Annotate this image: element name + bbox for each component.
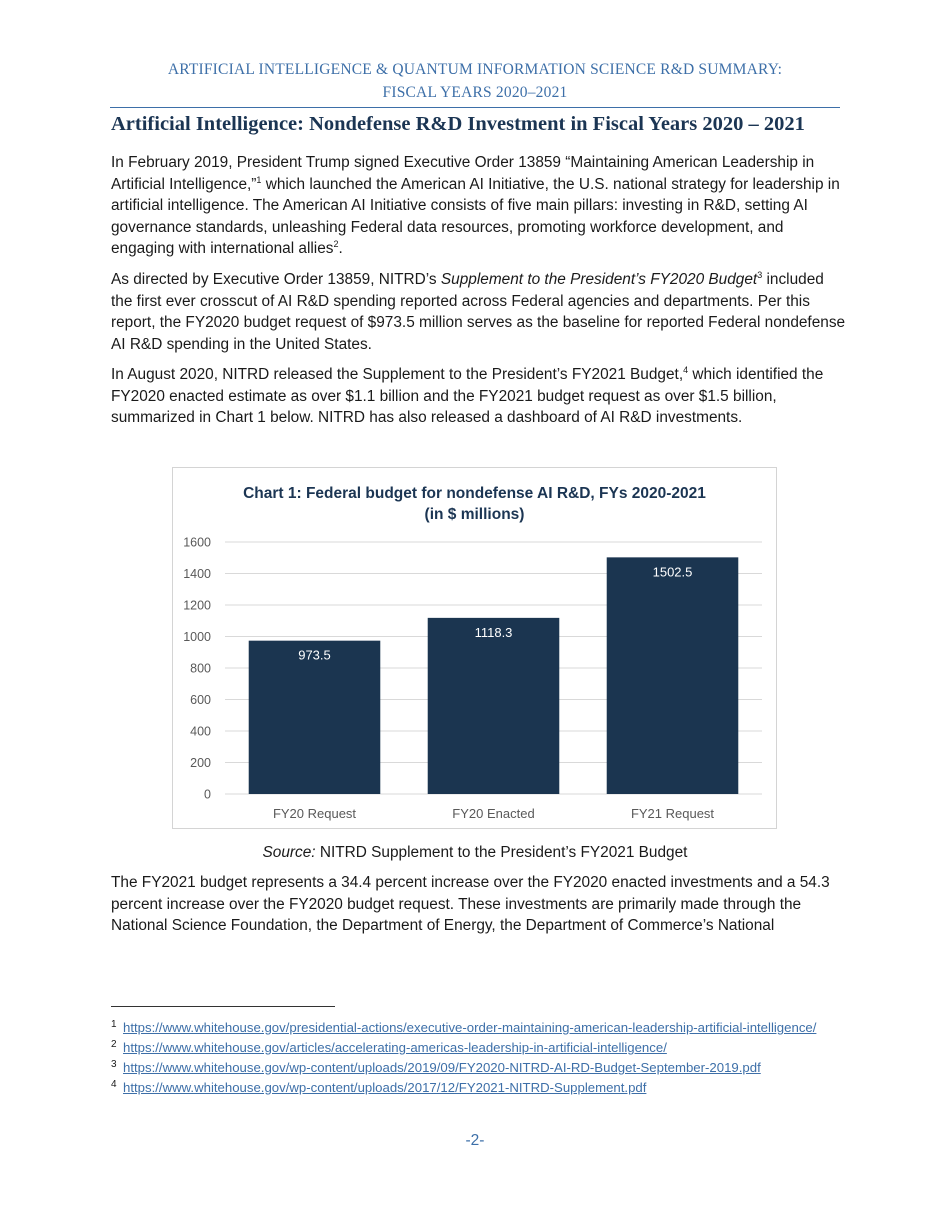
footnote-number: 4: [111, 1079, 117, 1090]
x-category-label: FY21 Request: [630, 806, 715, 821]
chart-source: [0, 842, 950, 863]
page-number: -2-: [465, 1132, 485, 1149]
crosscut-paragraph: [111, 269, 846, 355]
y-tick-label: 800: [190, 661, 211, 676]
intro-paragraph: [111, 152, 846, 260]
running-header-line2: FISCAL YEARS 2020–2021: [382, 84, 568, 101]
source-label: Source:: [262, 844, 316, 861]
supplement-paragraph: [111, 364, 846, 429]
para2-italic-title: Supplement to the President’s FY2020 Budget: [440, 271, 758, 288]
footnote-3: [111, 1058, 841, 1078]
para1-text-b: which launched the American AI Initiative, the U.S. national strategy for leadership in artificial intelligence. The American AI Initiative consists of five main pillars: investing in R&D, setting AI governance standards, unleashing Federal data resources, promoting workforce development, and engaging with international allies: [111, 175, 840, 258]
footnote-link[interactable]: https://www.whitehouse.gov/articles/accelerating-americas-leadership-in-artificial-intelligence/: [123, 1040, 667, 1055]
source-text: NITRD Supplement to the President’s FY2021 Budget: [315, 844, 688, 861]
chart-title-line1: Chart 1: Federal budget for nondefense AI R&D, FYs 2020-2021: [243, 485, 706, 502]
running-header-line1: ARTIFICIAL INTELLIGENCE & QUANTUM INFORMATION SCIENCE R&D SUMMARY:: [167, 61, 783, 78]
section-title: Artificial Intelligence: Nondefense R&D Investment in Fiscal Years 2020 – 2021: [111, 113, 805, 135]
y-tick-label: 200: [190, 756, 211, 770]
y-tick-label: 400: [190, 724, 211, 739]
footnote-4: [111, 1078, 841, 1098]
bar-data-label: 1502.5: [652, 564, 693, 580]
increase-paragraph: The FY2021 budget represents a 34.4 percent increase over the FY2020 enacted investments and a 54.3 percent increase over the FY2020 budget request. These investments are primarily made through the National Science Foundation, the Department of Energy, the Department of Commerce’s National: [111, 874, 830, 935]
bar-fy20-request: [249, 641, 381, 794]
footnote-number: 1: [111, 1019, 117, 1030]
y-tick-label: 1600: [183, 535, 211, 550]
chart-title-line2: (in $ millions): [424, 506, 525, 523]
para2-text-b: included the first ever crosscut of AI R&D spending reported across Federal agencies and departments. Per this report, the FY2020 budget request of $973.5 million serves as the baseline for reported Federal nondefense AI R&D spending in the United States.: [111, 271, 846, 353]
para2-text-a: As directed by Executive Order 13859, NITRD’s: [111, 271, 441, 288]
footnote-1: [111, 1018, 841, 1038]
y-tick-label: 1000: [183, 630, 211, 644]
footnote-2: [111, 1038, 841, 1058]
para1-text-a: In February 2019, President Trump signed Executive Order 13859 “Maintaining American Leadership in Artificial Intelligence,”: [111, 154, 815, 193]
running-header: [0, 58, 950, 104]
footnote-link[interactable]: https://www.whitehouse.gov/presidential-actions/executive-order-maintaining-american-leadership-artificial-intelligence/: [123, 1020, 817, 1035]
x-category-label: FY20 Enacted: [452, 806, 535, 821]
footnote-ref-2[interactable]: 2: [333, 239, 339, 250]
bar-fy21-request: [607, 557, 739, 794]
footnotes: [111, 1018, 841, 1098]
footnote-link[interactable]: https://www.whitehouse.gov/wp-content/uploads/2017/12/FY2021-NITRD-Supplement.pdf: [123, 1080, 647, 1095]
footnote-ref-4[interactable]: 4: [683, 364, 689, 375]
header-divider: [110, 107, 840, 108]
budget-chart: [172, 467, 777, 829]
para1-text-c: .: [338, 240, 343, 258]
footnote-ref-1[interactable]: 1: [256, 174, 262, 185]
footnote-number: 3: [111, 1059, 117, 1070]
y-tick-label: 1400: [183, 567, 211, 581]
footnote-divider: [111, 1006, 335, 1007]
y-tick-label: 1200: [183, 598, 211, 613]
para3-text-b: which identified the FY2020 enacted estimate as over $1.1 billion and the FY2021 budget request as over $1.5 billion, summarized in Chart 1 below. NITRD has also released a dashboard of AI R&D investments.: [111, 366, 824, 427]
bar-data-label: 1118.3: [474, 624, 513, 640]
para3-text-a: In August 2020, NITRD released the Supplement to the President’s FY2021 Budget,: [111, 366, 684, 383]
footnote-ref-3[interactable]: 3: [757, 269, 763, 280]
chart-plot: [173, 468, 776, 828]
bar-fy20-enacted: [428, 618, 560, 794]
footnote-link[interactable]: https://www.whitehouse.gov/wp-content/uploads/2019/09/FY2020-NITRD-AI-RD-Budget-September-2019.pdf: [123, 1060, 761, 1075]
y-tick-label: 0: [204, 787, 211, 802]
y-tick-label: 600: [190, 693, 211, 707]
bar-data-label: 973.5: [298, 647, 331, 663]
footnote-number: 2: [111, 1039, 117, 1050]
x-category-label: FY20 Request: [272, 806, 357, 821]
